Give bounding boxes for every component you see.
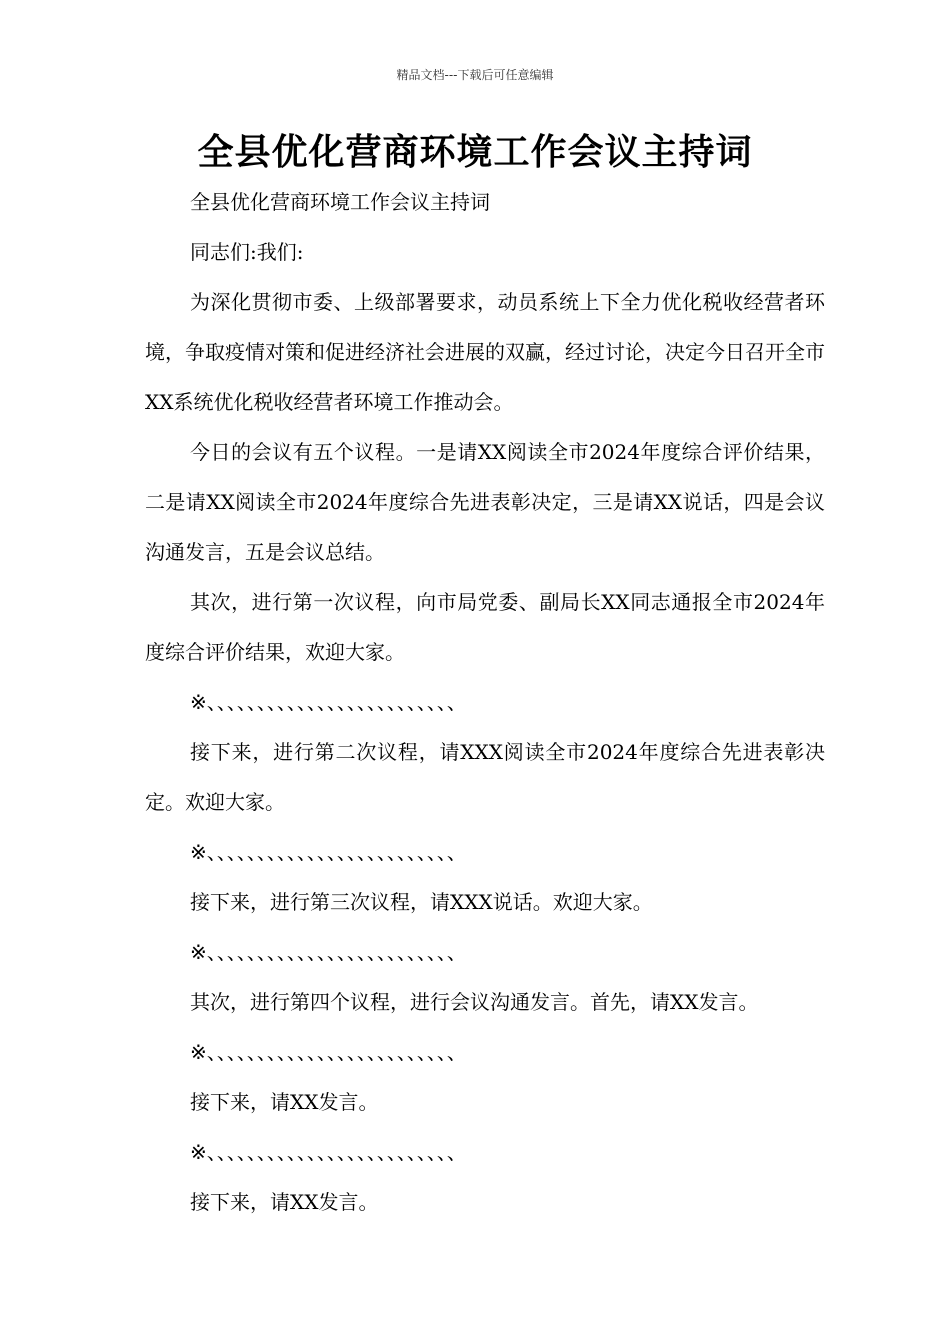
document-body [145, 177, 825, 1227]
paragraph-separator: ※、、、、、、、、、、、、、、、、、、、、、、、、、 [190, 690, 467, 714]
header-note: 精品文档---下载后可任意编辑 [396, 68, 554, 82]
paragraph-salutation: 同志们:我们: [190, 240, 304, 264]
paragraph-separator: ※、、、、、、、、、、、、、、、、、、、、、、、、、 [190, 1140, 467, 1164]
paragraph-next-speaker: 接下来，请XX发言。 [190, 1090, 379, 1114]
document-title: 全县优化营商环境工作会议主持词 [197, 132, 753, 173]
paragraph-item-four: 其次，进行第四个议程，进行会议沟通发言。首先，请XX发言。 [190, 990, 759, 1014]
paragraph-separator: ※、、、、、、、、、、、、、、、、、、、、、、、、、 [190, 1040, 467, 1064]
paragraph-next-speaker: 接下来，请XX发言。 [190, 1190, 379, 1214]
paragraph-item-two: 接下来，进行第二次议程，请XXX阅读全市2024年度综合先进表彰决定。欢迎大家。 [145, 740, 825, 814]
paragraph-item-one: 其次，进行第一次议程，向市局党委、副局长XX同志通报全市2024年度综合评价结果，欢迎大家。 [145, 590, 825, 664]
paragraph-item-three: 接下来，进行第三次议程，请XXX说话。欢迎大家。 [190, 890, 653, 914]
paragraph-purpose: 为深化贯彻市委、上级部署要求，动员系统上下全力优化税收经营者环境，争取疫情对策和促进经济社会进展的双赢，经过讨论，决定今日召开全市XX系统优化税收经营者环境工作推动会。 [145, 290, 825, 414]
paragraph-separator: ※、、、、、、、、、、、、、、、、、、、、、、、、、 [190, 840, 467, 864]
paragraph-separator: ※、、、、、、、、、、、、、、、、、、、、、、、、、 [190, 940, 467, 964]
paragraph-subtitle: 全县优化营商环境工作会议主持词 [190, 190, 490, 214]
paragraph-agenda: 今日的会议有五个议程。一是请XX阅读全市2024年度综合评价结果，二是请XX阅读全市2024年度综合先进表彰决定，三是请XX说话，四是会议沟通发言，五是会议总结。 [145, 440, 825, 564]
